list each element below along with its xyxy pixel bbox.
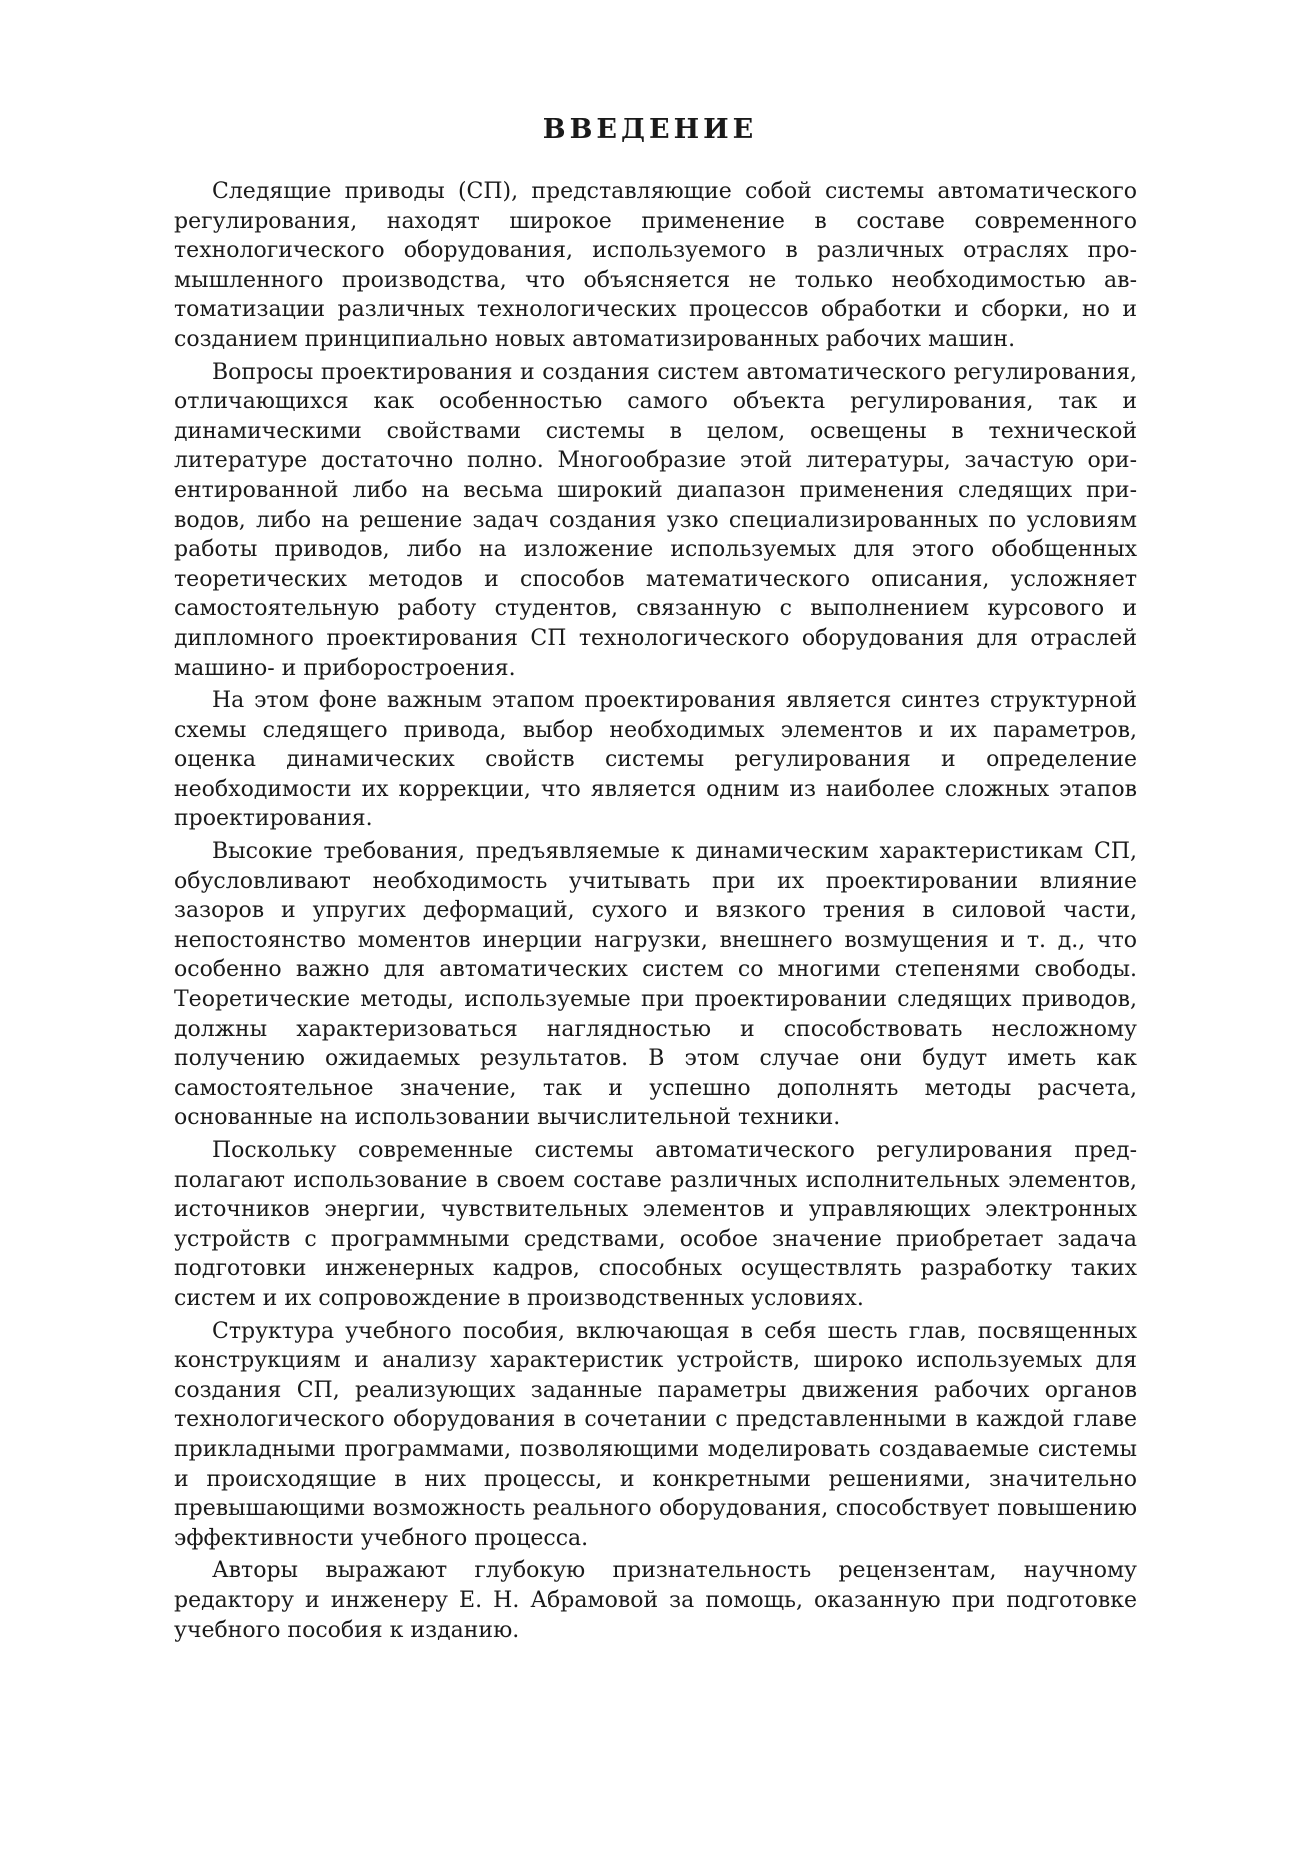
paragraph: Вопросы проектирования и создания систем автоматического регулирования, отличающихся как особенностью самого объекта регулирования, так и динамическими свойствами системы в целом, освещены в технической литературе достаточно полно. Многообразие этой литературы, зачастую ориентированной либо на весьма широкий диапазон применения следящих приводов, либо на решение задач создания узко специализированных по условиям работы приводов, либо на изложение используемых для этого обобщенных теоретических методов и способов математического описания, усложняет самостоятельную работу студентов, связанную с выполнением курсового и дипломного проектирования СП технологического оборудования для отраслей машино- и приборостроения. bbox=[174, 359, 1137, 681]
paragraph: Авторы выражают глубокую признательность рецензентам, научному редактору и инженеру Е. Н. Абрамовой за помощь, оказанную при подготовке учебного пособия к изданию. bbox=[174, 1558, 1137, 1643]
paragraph: Следящие приводы (СП), представляющие собой системы автоматического регулирования, находят широкое применение в составе современного технологического оборудования, используемого в различных отраслях промышленного производства, что объясняется не только необходимостью автоматизации различных технологических процессов обработки и сборки, но и созданием принципиально новых автоматизированных рабочих машин. bbox=[174, 179, 1137, 352]
body-text bbox=[174, 177, 1137, 1648]
page-title: ВВЕДЕНИЕ bbox=[542, 114, 758, 145]
paragraph: На этом фоне важным этапом проектирования является синтез структурной схемы следящего привода, выбор необходимых элементов и их параметров, оценка динамических свойств системы регулирования и определение необходимости их коррекции, что является одним из наиболее сложных этапов проектирования. bbox=[174, 688, 1137, 832]
paragraph: Поскольку современные системы автоматического регулирования предполагают использование в своем составе различных исполнительных элементов, источников энергии, чувствительных элементов и управляющих электронных устройств с программными средствами, особое значение приобретает задача подготовки инженерных кадров, способных осуществлять разработку таких систем и их сопровождение в производственных условиях. bbox=[174, 1138, 1137, 1311]
paragraph: Структура учебного пособия, включающая в себя шесть глав, посвященных конструкциям и анализу характеристик устройств, широко используемых для создания СП, реализующих заданные параметры движения рабочих органов технологического оборудования в сочетании с представленными в каждой главе прикладными программами, позволяющими моделировать создаваемые системы и происходящие в них процессы, и конкретными решениями, значительно превышающими возможность реального оборудования, способствует повышению эффективности учебного процесса. bbox=[174, 1318, 1137, 1551]
paragraph: Высокие требования, предъявляемые к динамическим характеристикам СП, обусловливают необходимость учитывать при их проектировании влияние зазоров и упругих деформаций, сухого и вязкого трения в силовой части, непостоянство моментов инерции нагрузки, внешнего возмущения и т. д., что особенно важно для автоматических систем со многими степенями свободы. Теоретические методы, используемые при проектировании следящих приводов, должны характеризоваться наглядностью и способствовать несложному получению ожидаемых результатов. В этом случае они будут иметь как самостоятельное значение, так и успешно дополнять методы расчета, основанные на использовании вычислительной техники. bbox=[174, 839, 1137, 1131]
